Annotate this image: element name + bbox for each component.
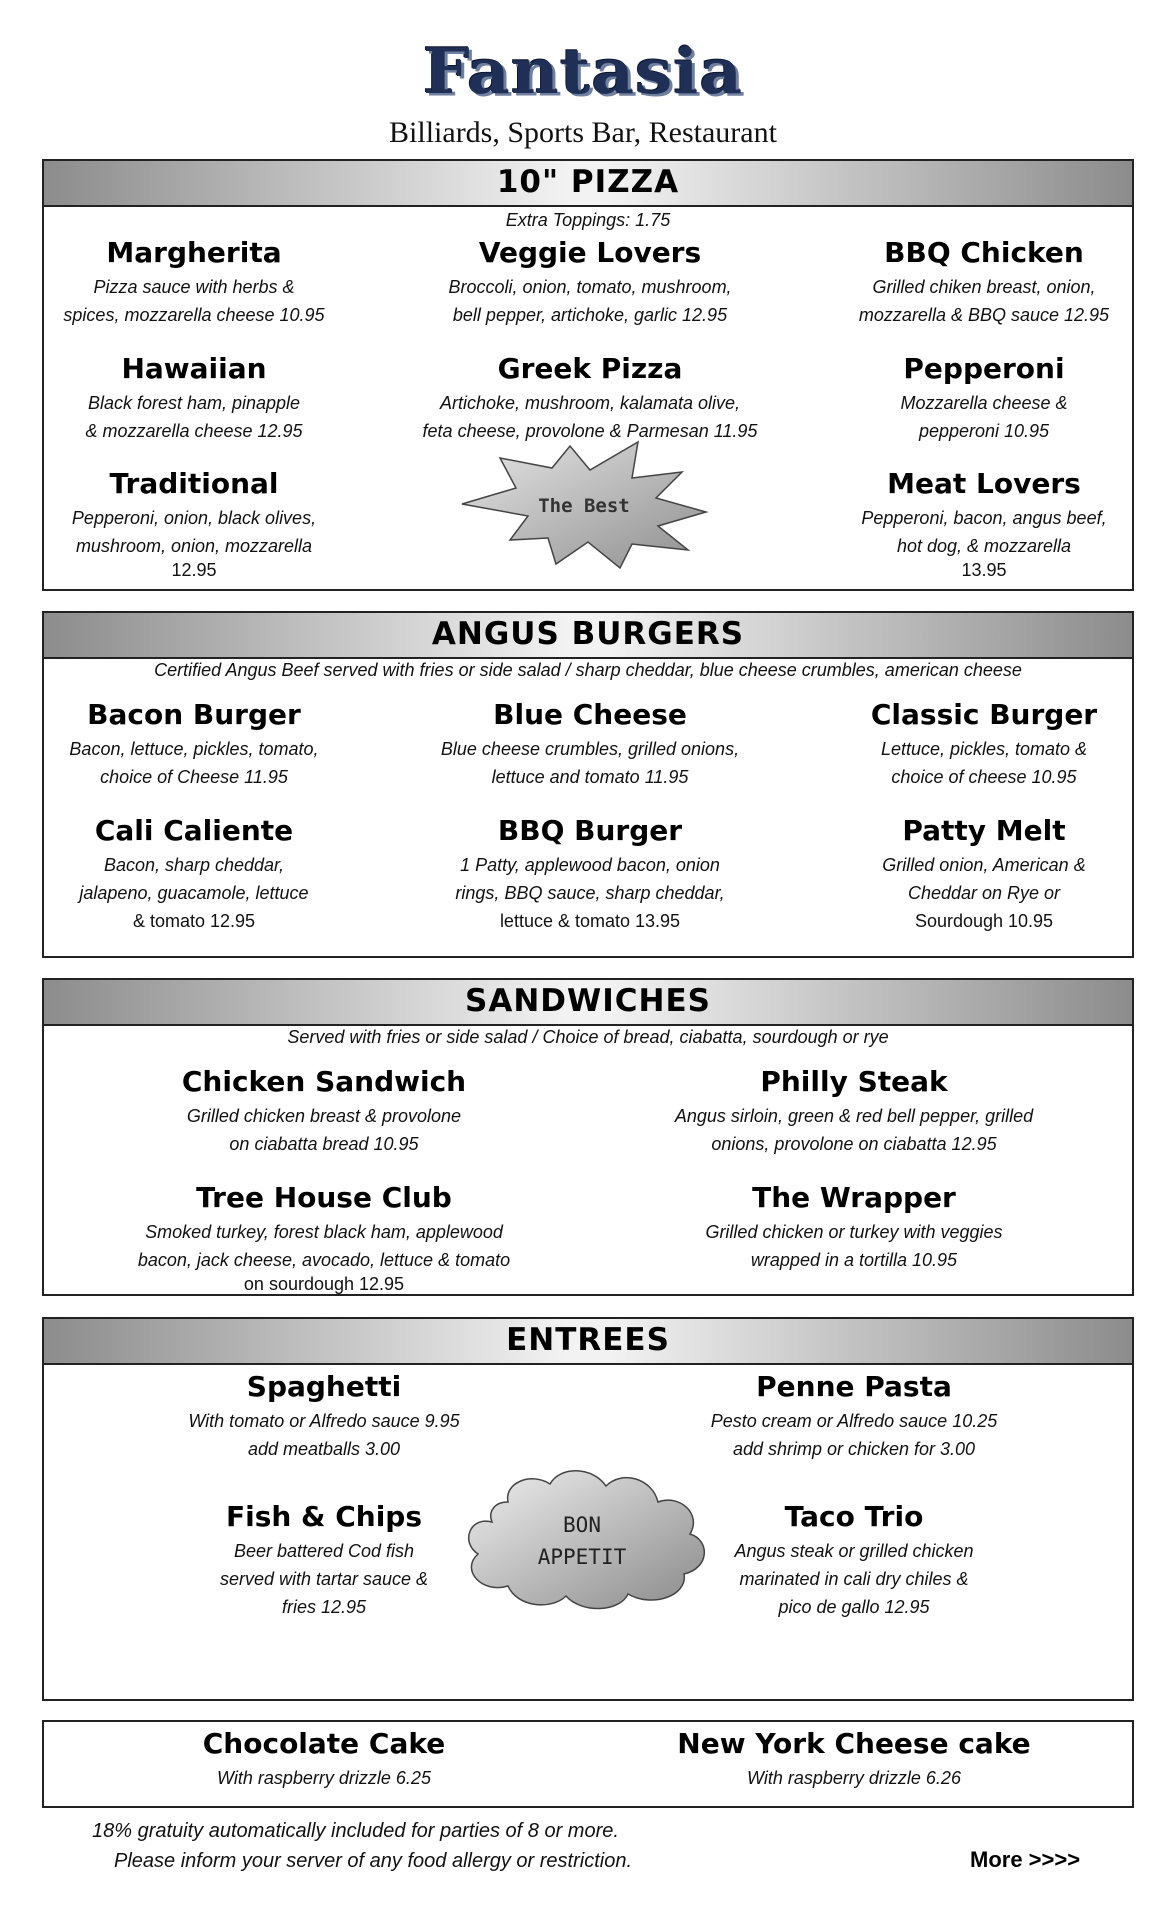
item-name: Blue Cheese	[493, 698, 687, 731]
burgers-section	[42, 611, 1134, 958]
desserts-section	[42, 1720, 1134, 1808]
menu-item-meat-lovers	[834, 466, 1134, 580]
item-desc: Broccoli, onion, tomato, mushroom,	[448, 277, 732, 297]
item-desc: served with tartar sauce &	[219, 1569, 429, 1589]
item-name: Classic Burger	[870, 698, 1098, 731]
sandwiches-header-band	[44, 980, 1132, 1026]
item-desc: Lettuce, pickles, tomato &	[880, 739, 1088, 759]
item-desc: add shrimp or chicken for 3.00	[732, 1439, 976, 1459]
burgers-note: Certified Angus Beef served with fries or side salad / sharp cheddar, blue cheese crumbles, american cheese	[154, 660, 1022, 680]
item-desc: With tomato or Alfredo sauce 9.95	[188, 1411, 460, 1431]
item-desc: Black forest ham, pinapple	[87, 393, 301, 413]
more-link[interactable]: More >>>>	[970, 1847, 1081, 1872]
item-name: Chicken Sandwich	[181, 1065, 467, 1098]
item-desc: Pepperoni, onion, black olives,	[71, 508, 317, 528]
item-name: Fish & Chips	[225, 1500, 423, 1533]
item-desc: Grilled chiken breast, onion,	[872, 277, 1096, 297]
item-desc: & mozzarella cheese 12.95	[85, 421, 303, 441]
item-desc: wrapped in a tortilla 10.95	[750, 1250, 958, 1270]
menu-item-tree-house-club	[104, 1180, 544, 1294]
item-desc: mozzarella & BBQ sauce 12.95	[858, 305, 1110, 325]
item-desc: jalapeno, guacamole, lettuce	[79, 883, 309, 903]
item-name: Pepperoni	[903, 352, 1065, 385]
item-desc: add meatballs 3.00	[247, 1439, 401, 1459]
menu-item-spaghetti	[104, 1369, 544, 1463]
item-desc: 1 Patty, applewood bacon, onion	[460, 855, 720, 875]
item-name: Bacon Burger	[87, 698, 301, 731]
item-desc: Bacon, lettuce, pickles, tomato,	[69, 739, 319, 759]
item-name: Tree House Club	[196, 1181, 452, 1214]
item-name: New York Cheese cake	[677, 1727, 1031, 1760]
menu-item-veggie-lovers	[390, 235, 790, 329]
menu-item-hawaiian	[44, 351, 344, 445]
menu-item-classic-burger	[834, 697, 1134, 791]
item-name: Meat Lovers	[887, 467, 1081, 500]
item-desc: onions, provolone on ciabatta 12.95	[711, 1134, 997, 1154]
item-desc: mushroom, onion, mozzarella	[75, 536, 313, 556]
menu-item-bbq-burger	[390, 813, 790, 935]
item-desc: feta cheese, provolone & Parmesan 11.95	[422, 421, 758, 441]
item-name: Penne Pasta	[756, 1370, 952, 1403]
item-desc: With raspberry drizzle 6.25	[217, 1768, 431, 1788]
pizza-section-title: 10" PIZZA	[496, 164, 680, 200]
menu-item-margherita	[44, 235, 344, 329]
menu-item-traditional	[44, 466, 344, 580]
item-desc: on ciabatta bread 10.95	[229, 1134, 419, 1154]
item-desc: Bacon, sharp cheddar,	[103, 855, 285, 875]
item-desc: pepperoni 10.95	[918, 421, 1050, 441]
sandwiches-section-title: SANDWICHES	[465, 983, 711, 1019]
item-desc: lettuce and tomato 11.95	[491, 767, 689, 787]
restaurant-logo: Fantasia	[422, 33, 744, 109]
item-desc: Cheddar on Rye or	[907, 883, 1061, 903]
item-desc: Grilled onion, American &	[882, 855, 1086, 875]
item-desc: fries 12.95	[281, 1597, 367, 1617]
burgers-header-band	[44, 613, 1132, 659]
item-price: on sourdough 12.95	[243, 1274, 405, 1294]
item-desc: Beer battered Cod fish	[233, 1541, 415, 1561]
item-name: The Wrapper	[752, 1181, 956, 1214]
item-desc: & tomato 12.95	[132, 911, 256, 931]
restaurant-tagline: Billiards, Sports Bar, Restaurant	[389, 116, 777, 149]
item-name: Veggie Lovers	[478, 236, 702, 269]
burgers-section-title: ANGUS BURGERS	[431, 616, 745, 652]
pizza-header-band	[44, 161, 1132, 207]
sandwiches-section	[42, 978, 1134, 1296]
allergy-note: Please inform your server of any food allergy or restriction.	[114, 1850, 632, 1872]
item-name: Hawaiian	[121, 352, 267, 385]
bon-appetit-cloud-badge	[452, 1458, 714, 1614]
menu-item-chocolate-cake	[104, 1726, 544, 1792]
item-desc: Pesto cream or Alfredo sauce 10.25	[710, 1411, 998, 1431]
the-best-star-badge	[460, 440, 720, 570]
menu-item-greek-pizza	[390, 351, 790, 445]
item-desc: bell pepper, artichoke, garlic 12.95	[452, 305, 728, 325]
item-desc: Smoked turkey, forest black ham, applewood	[145, 1222, 503, 1242]
cloud-text-line1: BON	[563, 1513, 601, 1537]
item-desc: Grilled chicken or turkey with veggies	[705, 1222, 1003, 1242]
item-desc: Angus sirloin, green & red bell pepper, grilled	[674, 1106, 1034, 1126]
item-name: Taco Trio	[784, 1500, 924, 1533]
menu-item-bbq-chicken	[834, 235, 1134, 329]
item-desc: With raspberry drizzle 6.26	[747, 1768, 961, 1788]
menu-item-chicken-sandwich	[104, 1064, 544, 1158]
item-name: Chocolate Cake	[202, 1727, 446, 1760]
menu-item-bacon-burger	[44, 697, 344, 791]
item-price: 12.95	[171, 560, 217, 580]
item-desc: hot dog, & mozzarella	[896, 536, 1072, 556]
item-desc: Angus steak or grilled chicken	[734, 1541, 974, 1561]
item-name: Margherita	[106, 236, 282, 269]
menu-item-blue-cheese	[390, 697, 790, 791]
item-name: Cali Caliente	[94, 814, 294, 847]
item-desc: Pizza sauce with herbs &	[93, 277, 295, 297]
item-desc: bacon, jack cheese, avocado, lettuce & tomato	[137, 1250, 511, 1270]
item-desc: Artichoke, mushroom, kalamata olive,	[439, 393, 741, 413]
cloud-text-line2: APPETIT	[537, 1545, 627, 1569]
item-desc: choice of Cheese 11.95	[100, 767, 288, 787]
item-name: Greek Pizza	[497, 352, 683, 385]
item-desc: marinated in cali dry chiles &	[739, 1569, 969, 1589]
sandwiches-note: Served with fries or side salad / Choice of bread, ciabatta, sourdough or rye	[287, 1027, 889, 1047]
item-desc: rings, BBQ sauce, sharp cheddar,	[455, 883, 725, 903]
item-desc: spices, mozzarella cheese 10.95	[63, 305, 325, 325]
item-desc: lettuce & tomato 13.95	[499, 911, 681, 931]
item-desc: Mozzarella cheese &	[900, 393, 1068, 413]
menu-item-new-york-cheese-cake	[634, 1726, 1074, 1792]
cloud-shape	[469, 1471, 705, 1609]
item-name: BBQ Chicken	[884, 236, 1084, 269]
item-name: Philly Steak	[760, 1065, 948, 1098]
entrees-section-title: ENTREES	[506, 1322, 670, 1358]
menu-item-patty-melt	[834, 813, 1134, 935]
menu-item-philly-steak	[634, 1064, 1074, 1158]
item-desc: Sourdough 10.95	[914, 911, 1054, 931]
item-name: Patty Melt	[902, 814, 1066, 847]
menu-item-penne-pasta	[634, 1369, 1074, 1463]
item-price: 13.95	[961, 560, 1007, 580]
menu-item-the-wrapper	[634, 1180, 1074, 1274]
star-badge-text: The Best	[538, 495, 630, 517]
item-desc: Blue cheese crumbles, grilled onions,	[440, 739, 740, 759]
item-desc: Pepperoni, bacon, angus beef,	[861, 508, 1107, 528]
item-name: BBQ Burger	[497, 814, 683, 847]
gratuity-note: 18% gratuity automatically included for parties of 8 or more.	[92, 1820, 619, 1842]
item-name: Traditional	[109, 467, 279, 500]
item-desc: pico de gallo 12.95	[778, 1597, 930, 1617]
pizza-toppings-note: Extra Toppings: 1.75	[505, 210, 671, 230]
menu-item-cali-caliente	[44, 813, 344, 935]
menu-item-pepperoni	[834, 351, 1134, 445]
entrees-header-band	[44, 1319, 1132, 1365]
item-name: Spaghetti	[246, 1370, 402, 1403]
item-desc: Grilled chicken breast & provolone	[186, 1106, 462, 1126]
item-desc: choice of cheese 10.95	[891, 767, 1077, 787]
